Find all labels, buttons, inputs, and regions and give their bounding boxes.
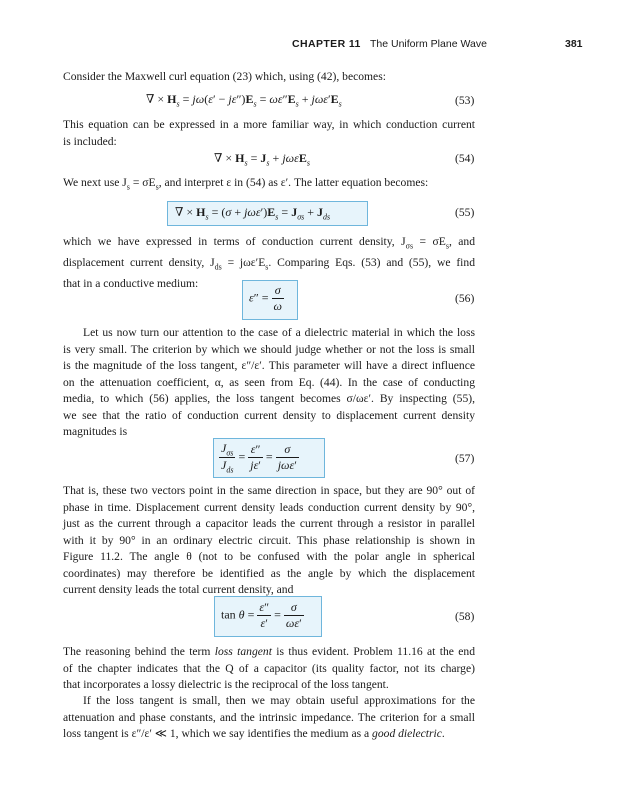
equation-58: tan θ = $\frac{\varepsilon''}{\varepsilon'}$ = $\frac{\sigma}{\omega\varepsilon'}$ (221, 600, 302, 630)
text-run: , and interpret ε in (54) as ε′. The latter equation becomes: (158, 176, 429, 189)
text-run: . (441, 727, 445, 740)
text-run: displacement current density, J (63, 255, 215, 269)
paragraph-5 (63, 325, 475, 441)
subscript: σs (405, 241, 414, 251)
text-line (63, 726, 475, 743)
text-line: we see that the ratio of conduction current density to displacement current density (63, 408, 475, 422)
equation-number-57: (57) (455, 452, 475, 465)
text-line: media, to which (56) applies, the loss tangent becomes σ/ωε′. By inspecting (55), (63, 392, 475, 405)
text-line: on the attenuation coefficient, α, as seen from Eq. (44). In the case of conducting (63, 375, 475, 389)
subscript: s (155, 182, 159, 192)
equation-57: $\frac{J_{\sigma s}}{J_{ds}}$ = $\frac{\varepsilon''}{j\varepsilon'}$ = $\frac{\sigma}{\text{jωε′}}$ (221, 441, 297, 475)
equation-number-54: (54) (455, 152, 475, 165)
text-run: = σE (413, 235, 446, 248)
text-line: If the loss tangent is small, then we may obtain useful approximations for the (83, 694, 475, 707)
equation-56: ε″ = $\frac{\sigma}{\omega}$ (249, 283, 282, 313)
paragraph-1 (63, 69, 475, 86)
fraction: $\frac{\sigma}{\text{jωε′}}$ (277, 442, 297, 473)
fraction: $\frac{J_{\sigma s}}{J_{ds}}$ (221, 441, 234, 475)
page-number: 381 (565, 38, 583, 50)
emphasis: loss tangent (214, 645, 272, 658)
subscript: ds (214, 262, 222, 272)
equation-number-53: (53) (455, 94, 475, 107)
text-run: , and (448, 235, 476, 248)
text-line: is included: (63, 134, 117, 148)
text-run: loss tangent is ε″/ε′ ≪ 1, which we say identifies the medium as a (63, 727, 373, 740)
text-line: This equation can be expressed in a more familiar way, in which conduction current (63, 118, 475, 131)
chapter-label: CHAPTER 11 (292, 38, 361, 50)
subscript: s (126, 182, 130, 192)
text-line: just as the current through a capacitor leads the current through a resistor in parallel (63, 517, 475, 530)
paragraph-8 (63, 693, 475, 743)
text-run: is thus evident. Problem 11.16 at the end (271, 645, 475, 658)
subscript: s (445, 241, 449, 251)
equation-number-55: (55) (455, 206, 475, 219)
paragraph-7 (63, 644, 475, 694)
emphasis: good dielectric (372, 727, 442, 740)
text-line: phase in time. Displacement current density leads conduction current density by 90°, (63, 500, 475, 514)
text-line: Consider the Maxwell curl equation (23) which, using (42), becomes: (63, 70, 386, 83)
text-run: . Comparing Eqs. (53) and (55), we find (268, 255, 475, 269)
equation-53: ∇ × $H_s = j\omega(\varepsilon' - j\varepsilon'')E_s = \omega\varepsilon''E_s + j\omega\varepsilon'E_s$ (146, 92, 342, 109)
paragraph-3 (63, 175, 475, 196)
fraction: $\frac{\varepsilon''}{\varepsilon'}$ (259, 600, 270, 630)
text-line: That is, these two vectors point in the same direction in space, but they are 90° out of (63, 484, 475, 497)
text-run: = σE (129, 176, 156, 189)
text-line: coordinates) may therefore be identified as the angle by which the displacement (63, 566, 475, 580)
text-line (63, 644, 475, 661)
running-header (0, 38, 627, 54)
text-line: of the chapter indicates that the Q of a capacitor (its quality factor, not its charge) (63, 661, 475, 675)
fraction: $\frac{\varepsilon''}{j\varepsilon'}$ (250, 442, 261, 473)
text-line (63, 234, 475, 255)
text-run: which we have expressed in terms of conduction current density, J (63, 235, 406, 248)
equation-54: ∇ × $H_s = J_s + j\omega\varepsilon E_s$ (214, 151, 310, 168)
text-line: with it by 90° in an ordinary electric circuit. This phase relationship is shown in (63, 533, 475, 547)
text-line: that incorporates a lossy dielectric is the reciprocal of the loss tangent. (63, 678, 389, 691)
text-line: attenuation and phase constants, and the intrinsic impedance. The criterion for a small (63, 710, 475, 724)
text-line: Figure 11.2. The angle θ (not to be confused with the polar angle in spherical (63, 550, 475, 563)
text-line: is the magnitude of the loss tangent, ε″/ε′. This parameter will have a direct influence (63, 359, 475, 372)
equation-55: ∇ × $H_s = (\sigma + j\omega\varepsilon')E_s = J_{\sigma s} + J_{ds}$ (175, 205, 331, 222)
subscript: s (265, 262, 269, 272)
equation-number-58: (58) (455, 610, 475, 623)
text-run: We next use J (63, 176, 127, 189)
text-line: magnitudes is (63, 425, 128, 438)
text-line: that in a conductive medium: (63, 276, 199, 290)
text-line (63, 255, 475, 276)
text-line: current density leads the total current density, and (63, 583, 294, 596)
paragraph-6 (63, 483, 475, 599)
text-line: Let us now turn our attention to the case of a dielectric material in which the loss (83, 326, 475, 339)
text-line: is very small. The criterion by which we should judge whether or not the loss is small (63, 342, 475, 356)
text-run: The reasoning behind the term (63, 645, 215, 658)
paragraph-2 (63, 117, 475, 150)
chapter-title: The Uniform Plane Wave (370, 38, 487, 50)
fraction: $\frac{\sigma}{\omega\varepsilon'}$ (285, 600, 302, 630)
text-run: = jωε′E (221, 255, 266, 269)
text-line (63, 175, 475, 196)
fraction: $\frac{\sigma}{\omega}$ (273, 283, 282, 313)
equation-number-56: (56) (455, 292, 475, 305)
